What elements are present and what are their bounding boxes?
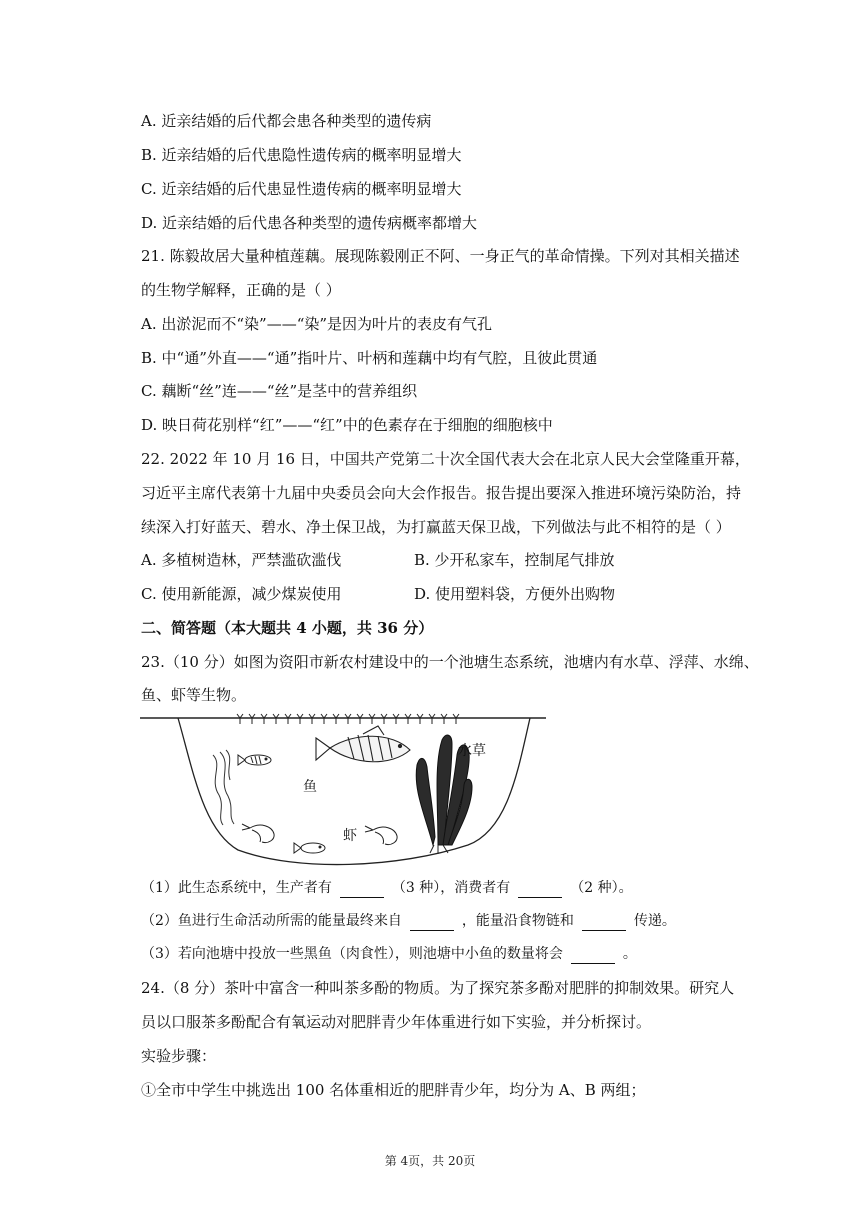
q22-option-d: D. 使用塑料袋，方便外出购物 (414, 585, 616, 603)
label-shrimp: 虾 (343, 828, 357, 844)
section-heading: 二、简答题（本大题共 4 小题，共 36 分） (141, 619, 434, 637)
q22-stem-line1: 22. 2022 年 10 月 16 日，中国共产党第二十次全国代表大会在北京人民大会堂隆重开幕， (141, 450, 750, 468)
page-footer: 第 4页，共 20页 (384, 1154, 476, 1168)
q24-steps-heading: 实验步骤： (141, 1047, 217, 1065)
q23-sub2-text-b: ，能量沿食物链和 (461, 913, 574, 929)
q24-stem-line2: 员以口服茶多酚配合有氧运动对肥胖青少年体重进行如下实验，并分析探讨。 (141, 1013, 652, 1031)
q21-option-d: D. 映日荷花别样“红”——“红”中的色素存在于细胞的细胞核中 (141, 416, 553, 434)
big-fish-icon (316, 726, 410, 762)
answer-blank[interactable] (340, 881, 384, 898)
q20-option-a: A. 近亲结婚的后代都会患各种类型的遗传病 (141, 112, 432, 130)
small-fish-bottom-icon (294, 843, 325, 853)
answer-blank[interactable] (582, 914, 626, 931)
small-fish-icon (238, 755, 271, 765)
q22-option-b: B. 少开私家车，控制尾气排放 (414, 551, 615, 569)
q21-option-a: A. 出淤泥而不“染”——“染”是因为叶片的表皮有气孔 (141, 315, 493, 333)
q21-stem-line2: 的生物学解释，正确的是（ ） (141, 281, 341, 299)
q23-sub1-text-c: （2 种）。 (570, 880, 633, 896)
q22-options-row1 (141, 550, 621, 570)
q21-option-b: B. 中“通”外直——“通”指叶片、叶柄和莲藕中均有气腔，且彼此贯通 (141, 349, 598, 367)
q21-option-c: C. 藕断“丝”连——“丝”是茎中的营养组织 (141, 382, 418, 400)
q23-sub1 (141, 878, 633, 898)
q22-stem-line3: 续深入打好蓝天、碧水、净土保卫战，为打赢蓝天保卫战，下列做法与此不相符的是（ ） (141, 518, 731, 536)
q23-sub2-text-a: （2）鱼进行生命活动所需的能量最终来自 (141, 913, 402, 929)
spirogyra-icon (213, 750, 234, 825)
q23-sub1-text-b: （3 种），消费者有 (391, 880, 511, 896)
q22-stem-line2: 习近平主席代表第十九届中央委员会向大会作报告。报告提出要深入推进环境污染防治，持 (141, 484, 742, 502)
q23-sub1-text-a: （1）此生态系统中，生产者有 (141, 880, 332, 896)
q22-option-c: C. 使用新能源，减少煤炭使用 (141, 585, 342, 603)
q20-option-d: D. 近亲结婚的后代患各种类型的遗传病概率都增大 (141, 214, 478, 232)
answer-blank[interactable] (410, 914, 454, 931)
q20-option-b: B. 近亲结婚的后代患隐性遗传病的概率明显增大 (141, 146, 462, 164)
answer-blank[interactable] (518, 881, 562, 898)
q21-stem-line1: 21. 陈毅故居大量种植莲藕。展现陈毅刚正不阿、一身正气的革命情操。下列对其相关描述 (141, 247, 740, 265)
duckweed-icon (237, 714, 459, 724)
q23-sub3 (141, 944, 637, 964)
q20-option-c: C. 近亲结婚的后代患显性遗传病的概率明显增大 (141, 180, 462, 198)
q23-sub3-text-a: （3）若向池塘中投放一些黑鱼（肉食性），则池塘中小鱼的数量将会 (141, 946, 563, 962)
q23-sub2 (141, 911, 676, 931)
q23-stem-line1: 23.（10 分）如图为资阳市新农村建设中的一个池塘生态系统，池塘内有水草、浮萍、水绵、 (141, 653, 759, 671)
pond-ecosystem-figure (138, 710, 548, 870)
q22-options-row2 (141, 584, 621, 604)
shrimp-icon (242, 824, 397, 845)
q23-stem-line2: 鱼、虾等生物。 (141, 686, 247, 704)
label-fish: 鱼 (303, 779, 317, 795)
q22-option-a: A. 多植树造林，严禁滥砍滥伐 (141, 551, 342, 569)
q24-stem-line1: 24.（8 分）茶叶中富含一种叫茶多酚的物质。为了探究茶多酚对肥胖的抑制效果。研究人 (141, 979, 735, 997)
q24-step-1: ①全市中学生中挑选出 100 名体重相近的肥胖青少年，均分为 A、B 两组； (141, 1081, 646, 1099)
label-water-grass: 水草 (458, 743, 486, 759)
q23-sub2-text-c: 传递。 (633, 913, 676, 929)
answer-blank[interactable] (571, 947, 615, 964)
q23-sub3-text-b: 。 (622, 946, 637, 962)
pond-illustration (138, 710, 548, 870)
